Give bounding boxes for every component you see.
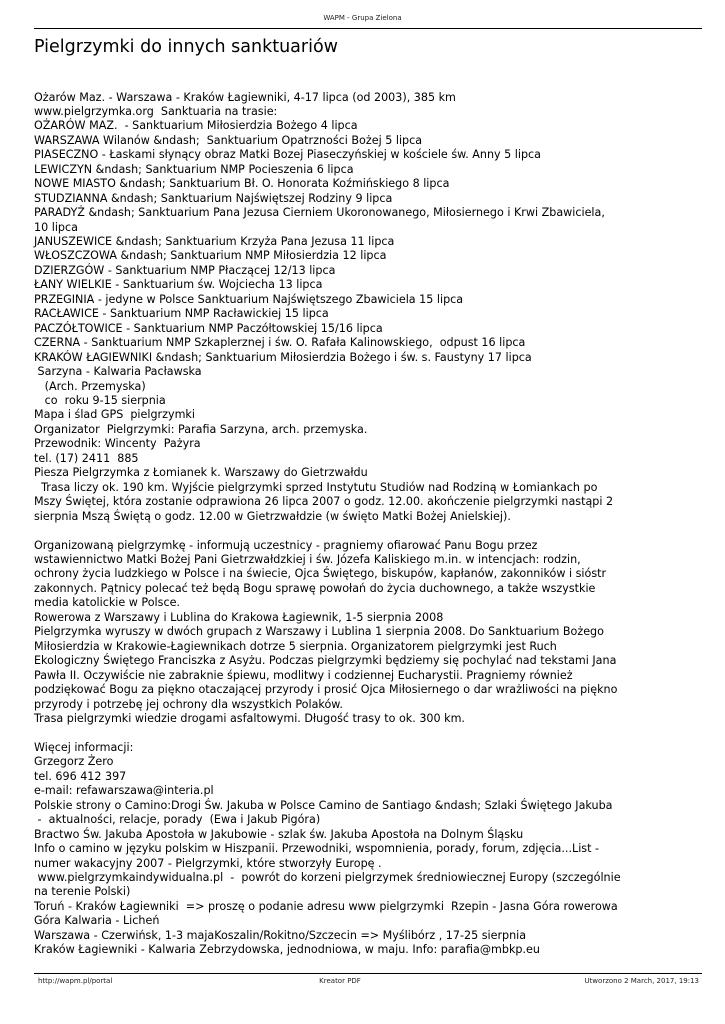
text-line: zakonnych. Pątnicy polecać też będą Bogu sprawę powołań do życia duchownego, a także wszystkie	[34, 581, 596, 595]
text-line: PACZÓŁTOWICE - Sanktuarium NMP Paczółtowskiej 15/16 lipca	[34, 321, 383, 335]
text-line: Pawła II. Oczywiście nie zabraknie śpiewu, modlitwy i codziennej Eucharystii. Pragniemy również	[34, 668, 573, 682]
text-line: STUDZIANNA &ndash; Sanktuarium Najświętszej Rodziny 9 lipca	[34, 191, 393, 205]
text-line: Warszawa - Czerwińsk, 1-3 majaKoszalin/Rokitno/Szczecin => Myślibórz , 17-25 sierpnia	[34, 928, 527, 942]
text-line: ochrony życia ludzkiego w Polsce i na świecie, Ojca Świętego, biskupów, kapłanów, zakonników i sióstr	[34, 567, 607, 581]
page-title: Pielgrzymki do innych sanktuariów	[34, 37, 338, 57]
text-line: PIASECZNO - Łaskami słynący obraz Matki Bozej Piaseczyńskiej w kościele św. Anny 5 lipca	[34, 148, 542, 162]
text-line: sierpnia Mszą Świętą o godz. 12.00 w Gietrzwałdzie (w święto Matki Bożej Anielskiej).	[34, 509, 511, 523]
article-body	[34, 91, 704, 958]
text-line: NOWE MIASTO &ndash; Sanktuarium Bł. O. Honorata Koźmińskiego 8 lipca	[34, 177, 450, 191]
text-line: podziękować Bogu za piękno otaczającej przyrody i prosić Ojca Miłosiernego o dar wrażliwości na piękno	[34, 683, 618, 697]
text-line: www.pielgrzymka.org Sanktuaria na trasie:	[34, 104, 278, 118]
text-line: PARADYŻ &ndash; Sanktuarium Pana Jezusa Cierniem Ukoronowanego, Miłosiernego i Krwi Zbawiciela,	[34, 206, 605, 220]
text-line: 10 lipca	[34, 220, 78, 234]
footer-rule	[34, 973, 702, 974]
text-line: CZERNA - Sanktuarium NMP Szkaplerznej i św. O. Rafała Kalinowskiego, odpust 16 lipca	[34, 336, 526, 350]
text-line: Więcej informacji:	[34, 740, 134, 754]
text-line: tel. 696 412 397	[34, 769, 127, 783]
text-line: Przewodnik: Wincenty Pażyra	[34, 437, 201, 451]
text-line: Info o camino w języku polskim w Hiszpanii. Przewodniki, wspomnienia, porady, forum, zdjęcia...List -	[34, 842, 600, 856]
text-line: OŻARÓW MAZ. - Sanktuarium Miłosierdzia Bożego 4 lipca	[34, 119, 358, 133]
text-line: na terenie Polski)	[34, 885, 131, 899]
blank-line	[34, 726, 704, 740]
text-line: Mszy Świętej, która zostanie odprawiona 26 lipca 2007 o godz. 12.00. akończenie pielgrzymki nastąpi 2	[34, 495, 614, 509]
text-line: Organizator Pielgrzymki: Parafia Sarzyna, arch. przemyska.	[34, 422, 368, 436]
text-line: e-mail: refawarszawa@interia.pl	[34, 784, 214, 798]
text-line: Polskie strony o Camino:Drogi Św. Jakuba w Polsce Camino de Santiago &ndash; Szlaki Świętego Jakuba	[34, 798, 613, 812]
text-line: WŁOSZCZOWA &ndash; Sanktuarium NMP Miłosierdzia 12 lipca	[34, 249, 387, 263]
text-line: www.pielgrzymkaindywidualna.pl - powrót do korzeni pielgrzymek średniowiecznej Europy (szczególnie	[34, 870, 621, 884]
text-line: Rowerowa z Warszawy i Lublina do Krakowa Łagiewnik, 1-5 sierpnia 2008	[34, 610, 444, 624]
header-rule	[34, 28, 702, 29]
text-line: PRZEGINIA - jedyne w Polsce Sanktuarium Najświętszego Zbawiciela 15 lipca	[34, 292, 464, 306]
text-line: co roku 9-15 sierpnia	[34, 394, 166, 408]
text-line: wstawiennictwo Matki Bożej Pani Gietrzwałdzkiej i św. Józefa Kaliskiego m.in. w intencjach: rodzin,	[34, 553, 581, 566]
text-line: Trasa pielgrzymki wiedzie drogami asfaltowymi. Długość trasy to ok. 300 km.	[34, 711, 465, 725]
text-line: Kraków Łagiewniki - Kalwaria Zebrzydowska, jednodniowa, w maju. Info: parafia@mbkp.eu	[34, 943, 540, 957]
text-line: ŁANY WIELKIE - Sanktuarium św. Wojciecha 13 lipca	[34, 278, 323, 292]
text-line: DZIERZGÓW - Sanktuarium NMP Płaczącej 12/13 lipca	[34, 263, 336, 277]
text-line: Bractwo Św. Jakuba Apostoła w Jakubowie - szlak św. Jakuba Apostoła na Dolnym Śląsku	[34, 827, 524, 841]
text-line: numer wakacyjny 2007 - Pielgrzymki, które stworzyły Europę .	[34, 856, 382, 870]
text-line: Pielgrzymka wyruszy w dwóch grupach z Warszawy i Lublina 1 sierpnia 2008. Do Sanktuarium Bożego	[34, 625, 604, 639]
text-line: Toruń - Kraków Łagiewniki => proszę o podanie adresu www pielgrzymki Rzepin - Jasna Góra rowerowa	[34, 899, 618, 913]
text-line: Ożarów Maz. - Warszawa - Kraków Łagiewniki, 4-17 lipca (od 2003), 385 km	[34, 90, 456, 104]
running-header: WAPM - Grupa Zielona	[323, 14, 402, 22]
text-line: Ekologiczny Świętego Franciszka z Asyżu. Podczas pielgrzymki będziemy się pochylać nad tekstami Jana	[34, 654, 617, 668]
text-line: KRAKÓW ŁAGIEWNIKI &ndash; Sanktuarium Miłosierdzia Bożego i św. s. Faustyny 17 lipca	[34, 350, 532, 364]
text-line: przyrody i potrzebę jej ochrony dla wszystkich Polaków.	[34, 697, 343, 711]
text-line: Góra Kalwaria - Licheń	[34, 914, 160, 928]
footer-generator: Kreator PDF	[319, 977, 361, 985]
text-line: Piesza Pielgrzymka z Łomianek k. Warszawy do Gietrzwałdu	[34, 466, 368, 480]
text-line: Sarzyna - Kalwaria Pacławska	[34, 365, 202, 379]
text-line: media katolickie w Polsce.	[34, 596, 180, 610]
text-line: LEWICZYN &ndash; Sanktuarium NMP Pocieszenia 6 lipca	[34, 162, 354, 176]
blank-line	[34, 524, 704, 538]
text-line: - aktualności, relacje, porady (Ewa i Jakub Pigóra)	[34, 813, 321, 827]
text-line: Mapa i ślad GPS pielgrzymki	[34, 408, 195, 422]
text-line: Trasa liczy ok. 190 km. Wyjście pielgrzymki sprzed Instytutu Studiów nad Rodziną w Łomiankach po	[34, 480, 598, 494]
text-line: WARSZAWA Wilanów &ndash; Sanktuarium Opatrzności Bożej 5 lipca	[34, 133, 423, 147]
footer-url[interactable]: http://wapm.pl/portal	[38, 977, 113, 985]
footer-created-date: Utworzono 2 March, 2017, 19:13	[584, 977, 699, 985]
text-line: Organizowaną pielgrzymkę - informują uczestnicy - pragniemy ofiarować Panu Bogu przez	[34, 538, 538, 552]
text-line: JANUSZEWICE &ndash; Sanktuarium Krzyża Pana Jezusa 11 lipca	[34, 235, 395, 249]
text-line: Miłosierdzia w Krakowie-Łagiewnikach dotrze 5 sierpnia. Organizatorem pielgrzymki jest Ruch	[34, 639, 557, 653]
text-line: (Arch. Przemyska)	[34, 379, 146, 393]
text-line: RACŁAWICE - Sanktuarium NMP Racławickiej 15 lipca	[34, 307, 329, 321]
text-line: tel. (17) 2411 885	[34, 451, 139, 465]
text-line: Grzegorz Żero	[34, 755, 114, 769]
